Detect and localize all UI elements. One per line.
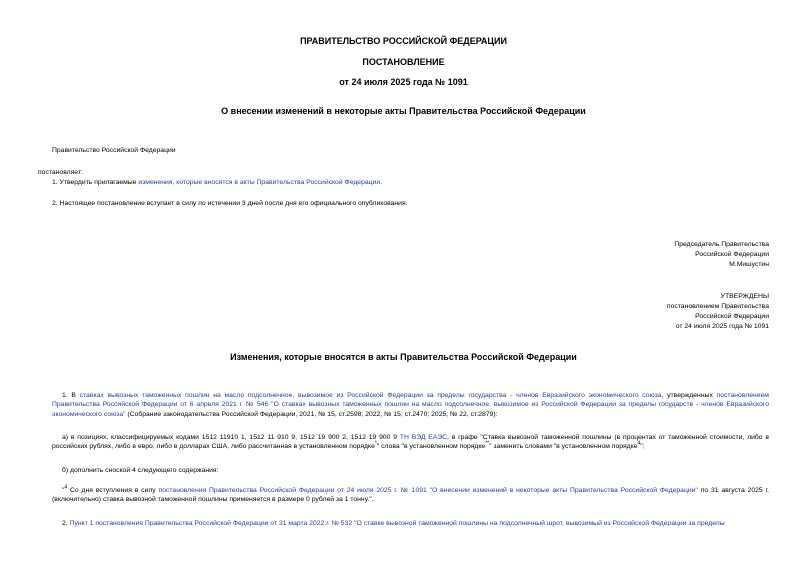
pa-part-b: , в графе "Ставка вывозной таможенной пошлины (в процентах от таможенной стоимости, либо в российских рублях, либо в евро, либо в долларах США, либо рассчитанная в установленном порядке <box>52 434 769 451</box>
approval-line-3: Российской Федерации <box>695 313 769 320</box>
document-title: О внесении изменений в некоторые акты Правительства Российской Федерации <box>221 106 586 116</box>
date-number: от 24 июля 2025 года № 1091 <box>339 77 468 87</box>
pa-link-tnved[interactable]: ТН ВЭД ЕАЭС <box>399 434 448 441</box>
approval-line-1: УТВЕРЖДЕНЫ <box>720 293 769 300</box>
changes-paragraph-1 <box>52 391 769 419</box>
doc-type-heading: ПОСТАНОВЛЕНИЕ <box>362 57 445 67</box>
signature-line-2: Российской Федерации <box>695 251 769 258</box>
approval-line-4: от 24 июля 2025 года № 1091 <box>675 323 769 330</box>
p1-link-resolution-546[interactable]: постановлением Правительства Российской Федерации от 6 апреля 2021 г. № 546 "О ставках вывозных таможенных пошлин на масло подсолнечное, вывозимое из Российской Федерации за пределы государств - членов Евразийского экономического союза" <box>52 392 769 418</box>
issuer-heading: ПРАВИТЕЛЬСТВО РОССИЙСКОЙ ФЕДЕРАЦИИ <box>300 36 507 46</box>
p2-link-resolution-532[interactable]: Пункт 1 постановления Правительства Российской Федерации от 31 марта 2022 г. № 532 "О ставке вывозной таможенной пошлины на подсолнечный шрот, вывозимый из Российской Федерации за пределы <box>69 520 725 527</box>
changes-paragraph-a <box>52 433 769 452</box>
preamble-decides: постановляет: <box>38 169 83 176</box>
fn-part-c: по 31 августа 2025 г. (включительно) ставка вывозной таможенной пошлины применяется в размере 0 рублей за 1 тонну.". <box>52 487 770 504</box>
fn-part-b: Со дня вступления в силу <box>67 487 159 494</box>
signature-line-1: Председатель Правительства <box>674 241 769 248</box>
fn-mark: 4 <box>64 484 68 491</box>
pa-mark-1: * <box>374 441 377 448</box>
pa-part-d: " заменить словами "в установленном порядке <box>489 443 638 451</box>
pa-part-c: " слова "в установленном порядке <box>376 443 486 451</box>
item1-suffix: . <box>380 179 383 186</box>
pa-part-a: а) в позициях, классифицируемых кодами 1512 11910 1, 1512 11 910 9, 1512 19 900 2, 1512 19 900 9 <box>62 434 400 441</box>
changes-paragraph-2 <box>52 519 769 528</box>
pa-mark-2: ** <box>485 441 490 448</box>
changes-paragraph-b: б) дополнить сноской 4 следующего содержания: <box>62 467 219 474</box>
footnote-4-text <box>52 486 769 505</box>
preamble-item-2: 2. Настоящее постановление вступает в силу по истечении 3 дней после дня его официального опубликования. <box>52 200 408 207</box>
changes-title: Изменения, которые вносятся в акты Правительства Российской Федерации <box>230 352 577 362</box>
p1-part-c: (Собрание законодательства Российской Федерации, 2021, № 15, ст.2598; 2022, № 15, ст.2470; 2025, № 22, ст.2879): <box>125 410 498 418</box>
pa-mark-3: 4 <box>637 441 641 448</box>
preamble-item-1 <box>52 178 382 187</box>
fn-link-resolution-1091[interactable]: постановления Правительства Российской Федерации от 24 июля 2025 г. № 1091 "О внесении изменений в некоторые акты Правительства Российской Федерации" <box>158 487 698 494</box>
fn-part-a: " <box>62 487 65 494</box>
p1-part-b: , утвержденных <box>661 392 717 399</box>
signature-name: М.Мишустин <box>729 261 769 268</box>
p1-part-a: 1. В <box>62 392 80 399</box>
p1-link-rates[interactable]: ставках вывозных таможенных пошлин на масло подсолнечное, вывозимое из Российской Федерации за пределы государства - членов Евразийского экономического союза <box>79 392 662 399</box>
item1-prefix: 1. Утвердить прилагаемые <box>52 179 139 186</box>
item1-link[interactable]: изменения, которые вносятся в акты Правительства Российской Федерации <box>138 179 381 186</box>
p2-part-a: 2. <box>62 520 70 527</box>
pa-part-e: "; <box>640 443 645 451</box>
preamble-subject: Правительство Российской Федерации <box>52 147 176 154</box>
approval-line-2: постановлением Правительства <box>666 303 769 310</box>
